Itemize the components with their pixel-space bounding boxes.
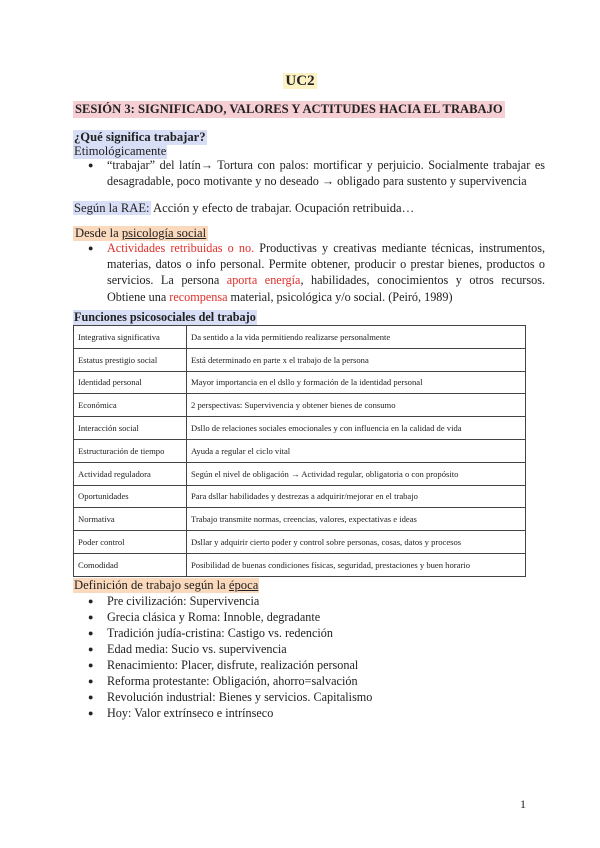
bullet-icon: ● [88,596,94,606]
function-name: Estructuración de tiempo [74,439,187,462]
function-description: 2 perspectivas: Supervivencia y obtener bienes de consumo [187,394,526,417]
function-description: Mayor importancia en el dsllo y formación de la identidad personal [187,371,526,394]
list-item [88,593,372,609]
function-name: Oportunidades [74,485,187,508]
bullet-icon: ● [88,708,94,718]
list-item [88,609,372,625]
bullet-icon: ● [88,160,94,170]
bullet-icon: ● [88,243,94,253]
function-name: Normativa [74,508,187,531]
list-item [88,625,372,641]
epoch-text: Tradición judía-cristina: Castigo vs. redención [107,626,333,640]
function-description: Da sentido a la vida permitiendo realizarse personalmente [187,326,526,349]
epoch-text: Revolución industrial: Bienes y servicios. Capitalismo [107,690,373,704]
function-name: Económica [74,394,187,417]
function-name: Comodidad [74,553,187,576]
functions-table [73,325,526,577]
etymology-text: “trabajar” del latín→ Tortura con palos: mortificar y perjuicio. Socialmente trabajar es desagradable, poco motivante y no deseado → obligado para sustento y supervivencia [107,158,545,189]
function-name: Interacción social [74,417,187,440]
etymology-label: Etimológicamente [74,144,167,158]
table-row [74,326,526,349]
function-name: Integrativa significativa [74,326,187,349]
table-row [74,485,526,508]
table-row [74,417,526,440]
list-item [88,705,372,721]
function-name: Poder control [74,531,187,554]
list-item [88,673,372,689]
list-item [88,641,372,657]
list-item [88,657,372,673]
bullet-icon: ● [88,676,94,686]
functions-title: Funciones psicosociales del trabajo [74,310,256,324]
epoch-text: Renacimiento: Placer, disfrute, realización personal [107,658,359,672]
bullet-icon: ● [88,692,94,702]
rae-text: Acción y efecto de trabajar. Ocupación retribuida… [150,201,415,215]
bullet-icon: ● [88,612,94,622]
list-item [88,689,372,705]
function-description: Dsllo de relaciones sociales emocionales y con influencia en la calidad de vida [187,417,526,440]
function-description: Ayuda a regular el ciclo vital [187,439,526,462]
function-description: Para dsllar habilidades y destrezas a adquirir/mejorar en el trabajo [187,485,526,508]
table-row [74,531,526,554]
epoch-text: Hoy: Valor extrínseco e intrínseco [107,706,274,720]
rae-label: Según la RAE: [74,201,150,215]
function-name: Estatus prestigio social [74,348,187,371]
epoch-list [88,593,372,721]
epoch-text: Edad media: Sucio vs. supervivencia [107,642,287,656]
table-row [74,348,526,371]
session-heading: SESIÓN 3: SIGNIFICADO, VALORES Y ACTITUDES HACIA EL TRABAJO [75,102,503,116]
bullet-icon: ● [88,628,94,638]
epoch-text: Reforma protestante: Obligación, ahorro=salvación [107,674,358,688]
unit-title: UC2 [285,73,315,89]
function-description: Trabajo transmite normas, creencias, valores, expectativas e ideas [187,508,526,531]
function-name: Identidad personal [74,371,187,394]
function-description: Está determinado en parte x el trabajo de la persona [187,348,526,371]
psychology-text: Actividades retribuidas o no. Productivas y creativas mediante técnicas, instrumentos, materias, datos o info personal. Permite obtener, producir o prestar bienes, productos o servicios. La persona aporta energía, habilidades, conocimientos y otros recursos. Obtiene una recompensa material, psicológica y/o social. (Peiró, 1989) [107,241,545,304]
rae-definition [73,201,414,216]
bullet-icon: ● [88,660,94,670]
epoch-text: Grecia clásica y Roma: Innoble, degradante [107,610,321,624]
psychology-label: Desde la psicología social [75,226,207,240]
function-name: Actividad reguladora [74,462,187,485]
question-heading: ¿Qué significa trabajar? [74,130,206,144]
function-description: Posibilidad de buenas condiciones físicas, seguridad, prestaciones y buen horario [187,553,526,576]
bullet-icon: ● [88,644,94,654]
epoch-label: Definición de trabajo según la época [74,578,259,592]
table-row [74,394,526,417]
page-number: 1 [520,797,526,811]
table-row [74,371,526,394]
table-row [74,462,526,485]
function-description: Dsllar y adquirir cierto poder y control sobre personas, cosas, datos y procesos [187,531,526,554]
function-description: Según el nivel de obligación → Actividad regular, obligatoria o con propósito [187,462,526,485]
table-row [74,439,526,462]
epoch-text: Pre civilización: Supervivencia [107,594,260,608]
table-row [74,553,526,576]
table-row [74,508,526,531]
